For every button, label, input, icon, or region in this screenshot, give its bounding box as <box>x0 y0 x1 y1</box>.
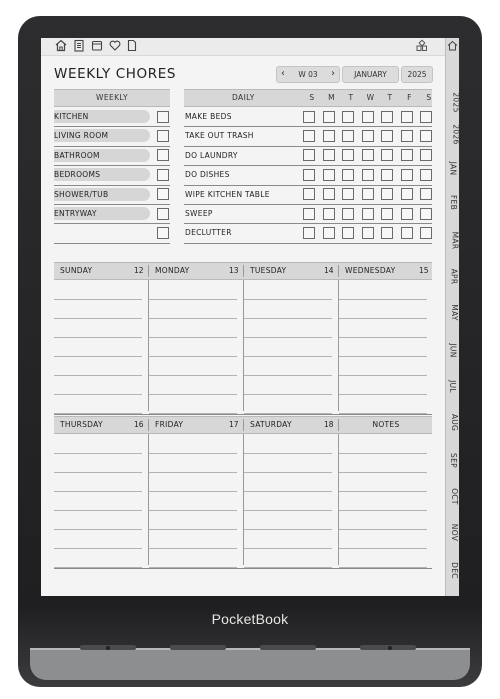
weekly-chore-checkbox[interactable] <box>157 111 169 123</box>
weekly-chore-checkbox[interactable] <box>157 130 169 142</box>
week-label: W 03 <box>298 70 318 79</box>
daily-chore-checkbox[interactable] <box>401 208 413 220</box>
column-divider <box>243 419 244 431</box>
weekly-chore-label: BATHROOM <box>54 149 150 162</box>
daily-chore-label: SWEEP <box>185 209 213 218</box>
daily-chore-checkbox[interactable] <box>401 227 413 239</box>
writing-line[interactable] <box>244 510 332 511</box>
page-title: WEEKLY CHORES <box>54 66 177 82</box>
month-sidebar <box>445 38 459 596</box>
row-divider <box>54 126 170 127</box>
daily-chore-checkbox[interactable] <box>401 149 413 161</box>
writing-line[interactable] <box>244 472 332 473</box>
daily-chore-checkbox[interactable] <box>323 227 335 239</box>
weekly-header: WEEKLY <box>54 89 170 107</box>
daily-chore-checkbox[interactable] <box>401 111 413 123</box>
day-number: 14 <box>324 266 334 275</box>
day-name: FRIDAY <box>155 420 184 429</box>
writing-line[interactable] <box>339 548 427 549</box>
weekly-chore-label: KITCHEN <box>54 110 150 123</box>
weekly-chore-checkbox[interactable] <box>157 169 169 181</box>
daily-chore-checkbox[interactable] <box>323 188 335 200</box>
sidebar-item-mar[interactable] <box>446 228 460 250</box>
day-number: 15 <box>419 266 429 275</box>
day-letter: S <box>309 93 315 102</box>
weekly-chore-label: BEDROOMS <box>54 168 150 181</box>
daily-chore-checkbox[interactable] <box>362 169 374 181</box>
day-name: TUESDAY <box>250 266 287 275</box>
daily-chore-checkbox[interactable] <box>381 208 393 220</box>
daily-chore-checkbox[interactable] <box>362 227 374 239</box>
day-letter: M <box>328 93 335 102</box>
sidebar-item-label: FEB <box>449 194 459 211</box>
row-divider <box>184 204 432 205</box>
daily-chore-checkbox[interactable] <box>303 227 315 239</box>
writing-line[interactable] <box>244 318 332 319</box>
heart-icon[interactable] <box>109 39 121 52</box>
day-name: THURSDAY <box>60 420 103 429</box>
daily-chore-checkbox[interactable] <box>381 188 393 200</box>
day-name: SUNDAY <box>60 266 93 275</box>
daily-chore-label: WIPE KITCHEN TABLE <box>185 189 270 199</box>
day-number: 16 <box>134 420 144 429</box>
writing-line[interactable] <box>244 548 332 549</box>
next-page-button[interactable] <box>260 645 316 650</box>
prev-week-button[interactable]: ‹ <box>281 68 285 79</box>
daily-chore-checkbox[interactable] <box>362 208 374 220</box>
writing-line[interactable] <box>54 453 142 454</box>
writing-line[interactable] <box>339 337 427 338</box>
day-letter: W <box>366 93 375 102</box>
row-divider <box>184 126 432 127</box>
daily-chore-checkbox[interactable] <box>342 130 354 142</box>
row-divider <box>54 165 170 166</box>
weekly-chore-label: ENTRYWAY <box>54 207 150 220</box>
daily-chore-checkbox[interactable] <box>342 188 354 200</box>
writing-line[interactable] <box>149 375 237 376</box>
writing-line[interactable] <box>339 356 427 357</box>
week-selector[interactable] <box>276 66 340 83</box>
column-divider <box>338 265 339 277</box>
daily-chore-checkbox[interactable] <box>420 188 432 200</box>
sidebar-home-icon[interactable] <box>447 40 458 51</box>
sidebar-item-apr[interactable] <box>446 264 459 283</box>
daily-header: DAILY <box>232 93 255 102</box>
month-selector[interactable]: JANUARY <box>342 66 399 83</box>
sidebar-item-2026[interactable] <box>446 122 461 145</box>
folder-icon[interactable] <box>91 39 103 52</box>
writing-line[interactable] <box>149 318 237 319</box>
daily-chore-checkbox[interactable] <box>342 208 354 220</box>
day-number: 13 <box>229 266 239 275</box>
eink-screen <box>41 38 459 596</box>
writing-line[interactable] <box>339 375 427 376</box>
sidebar-item-aug[interactable] <box>446 410 460 432</box>
writing-line[interactable] <box>339 318 427 319</box>
sidebar-item-oct[interactable] <box>446 484 459 503</box>
daily-chore-checkbox[interactable] <box>323 130 335 142</box>
day-number: 12 <box>134 266 144 275</box>
writing-line[interactable] <box>149 453 237 454</box>
daily-chore-checkbox[interactable] <box>401 188 413 200</box>
day-letter: T <box>348 93 354 102</box>
sidebar-item-label: DEC <box>449 562 459 579</box>
daily-chore-checkbox[interactable] <box>303 130 315 142</box>
daily-chore-checkbox[interactable] <box>420 111 432 123</box>
daily-chore-checkbox[interactable] <box>323 111 335 123</box>
sidebar-item-label: NOV <box>450 523 460 542</box>
daily-chore-checkbox[interactable] <box>342 169 354 181</box>
row-divider <box>184 223 432 224</box>
row-divider <box>184 146 432 147</box>
writing-line[interactable] <box>244 337 332 338</box>
sidebar-item-label: APR <box>449 268 459 285</box>
daily-chore-checkbox[interactable] <box>362 188 374 200</box>
sidebar-item-label: SEP <box>448 453 458 468</box>
home-hardware-button[interactable] <box>170 645 226 650</box>
writing-line[interactable] <box>244 356 332 357</box>
day-name: SATURDAY <box>250 420 292 429</box>
block-bottom-line <box>54 568 432 569</box>
writing-line[interactable] <box>54 375 142 376</box>
writing-line[interactable] <box>54 337 142 338</box>
sidebar-item-may[interactable] <box>446 300 459 319</box>
day-letter: S <box>426 93 432 102</box>
row-divider <box>184 165 432 166</box>
daily-chore-checkbox[interactable] <box>401 169 413 181</box>
day-number: 18 <box>324 420 334 429</box>
sidebar-item-label: JAN <box>448 161 458 176</box>
writing-line[interactable] <box>54 318 142 319</box>
daily-chore-label: DECLUTTER <box>185 228 232 238</box>
sidebar-item-dec[interactable] <box>446 558 459 577</box>
daily-chore-checkbox[interactable] <box>381 130 393 142</box>
daily-chore-checkbox[interactable] <box>401 130 413 142</box>
writing-line[interactable] <box>54 356 142 357</box>
daily-chore-checkbox[interactable] <box>420 208 432 220</box>
writing-line[interactable] <box>54 529 142 530</box>
column-divider <box>148 419 149 431</box>
column-divider <box>243 265 244 277</box>
daily-chore-checkbox[interactable] <box>342 111 354 123</box>
sidebar-item-label: JUN <box>448 343 458 358</box>
weekly-chore-label: LIVING ROOM <box>54 129 150 142</box>
sidebar-item-label: JUL <box>448 380 457 393</box>
writing-line[interactable] <box>339 453 427 454</box>
writing-line[interactable] <box>244 299 332 300</box>
writing-line[interactable] <box>149 472 237 473</box>
daily-chore-checkbox[interactable] <box>323 149 335 161</box>
daily-chore-checkbox[interactable] <box>362 149 374 161</box>
daily-chore-checkbox[interactable] <box>420 130 432 142</box>
daily-chore-label: TAKE OUT TRASH <box>185 131 254 141</box>
sidebar-item-label: AUG <box>450 413 460 432</box>
writing-line[interactable] <box>149 548 237 549</box>
row-divider <box>184 185 432 186</box>
day-number: 17 <box>229 420 239 429</box>
row-divider <box>54 243 170 244</box>
writing-line[interactable] <box>244 394 332 395</box>
daily-chore-checkbox[interactable] <box>303 188 315 200</box>
writing-line[interactable] <box>339 299 427 300</box>
top-toolbar <box>41 38 446 56</box>
writing-line[interactable] <box>54 491 142 492</box>
daily-chore-checkbox[interactable] <box>381 111 393 123</box>
notes-header: NOTES <box>372 420 400 429</box>
daily-chore-label: DO DISHES <box>185 170 230 180</box>
day-letter: T <box>387 93 393 102</box>
daily-chore-checkbox[interactable] <box>303 111 315 123</box>
weekly-chore-checkbox[interactable] <box>157 227 169 239</box>
weekly-chore-label: SHOWER/TUB <box>54 188 150 201</box>
year-selector[interactable]: 2025 <box>401 66 433 83</box>
sidebar-item-2025[interactable] <box>446 90 461 113</box>
writing-line[interactable] <box>149 510 237 511</box>
notes-icon[interactable] <box>73 39 85 52</box>
sidebar-item-label: MAY <box>449 304 459 321</box>
sidebar-item-jan[interactable] <box>446 156 459 175</box>
sidebar-item-nov[interactable] <box>446 520 460 542</box>
writing-line[interactable] <box>339 472 427 473</box>
sidebar-item-label: 2025 <box>451 92 461 113</box>
daily-chore-checkbox[interactable] <box>323 208 335 220</box>
writing-line[interactable] <box>54 548 142 549</box>
row-divider <box>54 204 170 205</box>
next-week-button[interactable]: › <box>331 68 335 79</box>
row-divider <box>184 243 432 244</box>
weekly-chore-checkbox[interactable] <box>157 188 169 200</box>
sidebar-item-jun[interactable] <box>446 338 459 357</box>
daily-chore-checkbox[interactable] <box>342 149 354 161</box>
brand-logo: PocketBook <box>211 611 289 627</box>
row-divider <box>54 223 170 224</box>
daily-chore-label: MAKE BEDS <box>185 112 232 121</box>
day-name: MONDAY <box>155 266 190 275</box>
writing-line[interactable] <box>149 356 237 357</box>
daily-chore-checkbox[interactable] <box>303 208 315 220</box>
sidebar-item-sep[interactable] <box>446 448 459 467</box>
writing-line[interactable] <box>149 529 237 530</box>
sidebar-item-label: 2026 <box>451 124 461 145</box>
daily-chore-checkbox[interactable] <box>323 169 335 181</box>
writing-line[interactable] <box>54 394 142 395</box>
writing-line[interactable] <box>244 529 332 530</box>
daily-chore-checkbox[interactable] <box>420 149 432 161</box>
block-bottom-line <box>54 414 432 415</box>
weekly-chore-checkbox[interactable] <box>157 149 169 161</box>
day-name: WEDNESDAY <box>345 266 396 275</box>
row-divider <box>54 146 170 147</box>
writing-line[interactable] <box>244 375 332 376</box>
sidebar-item-feb[interactable] <box>446 190 459 209</box>
writing-line[interactable] <box>244 453 332 454</box>
page-icon[interactable] <box>126 39 138 52</box>
daily-chore-checkbox[interactable] <box>362 130 374 142</box>
writing-line[interactable] <box>54 510 142 511</box>
writing-line[interactable] <box>149 491 237 492</box>
home-icon[interactable] <box>55 39 67 52</box>
writing-line[interactable] <box>339 491 427 492</box>
button-dot <box>106 646 110 650</box>
button-dot <box>388 646 392 650</box>
weekly-chore-checkbox[interactable] <box>157 208 169 220</box>
daily-chore-checkbox[interactable] <box>303 169 315 181</box>
daily-chore-label: DO LAUNDRY <box>185 150 238 160</box>
daily-chore-checkbox[interactable] <box>362 111 374 123</box>
sidebar-item-jul[interactable] <box>446 374 459 393</box>
writing-line[interactable] <box>149 394 237 395</box>
daily-chore-checkbox[interactable] <box>381 169 393 181</box>
daily-chore-checkbox[interactable] <box>381 149 393 161</box>
writing-line[interactable] <box>54 299 142 300</box>
daily-chore-checkbox[interactable] <box>381 227 393 239</box>
column-divider <box>148 265 149 277</box>
sidebar-item-label: OCT <box>449 488 459 505</box>
row-divider <box>54 185 170 186</box>
daily-chore-checkbox[interactable] <box>342 227 354 239</box>
writing-line[interactable] <box>339 529 427 530</box>
device-bottom-rim <box>30 650 470 680</box>
writing-line[interactable] <box>244 491 332 492</box>
column-divider <box>338 419 339 431</box>
writing-line[interactable] <box>149 299 237 300</box>
writing-line[interactable] <box>54 472 142 473</box>
day-letter: F <box>407 93 412 102</box>
daily-chore-checkbox[interactable] <box>303 149 315 161</box>
grid-icon[interactable] <box>416 40 428 52</box>
daily-chore-checkbox[interactable] <box>420 169 432 181</box>
writing-line[interactable] <box>149 337 237 338</box>
writing-line[interactable] <box>339 394 427 395</box>
daily-header-bar <box>184 89 432 107</box>
writing-line[interactable] <box>339 510 427 511</box>
sidebar-item-label: MAR <box>450 231 460 250</box>
daily-chore-checkbox[interactable] <box>420 227 432 239</box>
